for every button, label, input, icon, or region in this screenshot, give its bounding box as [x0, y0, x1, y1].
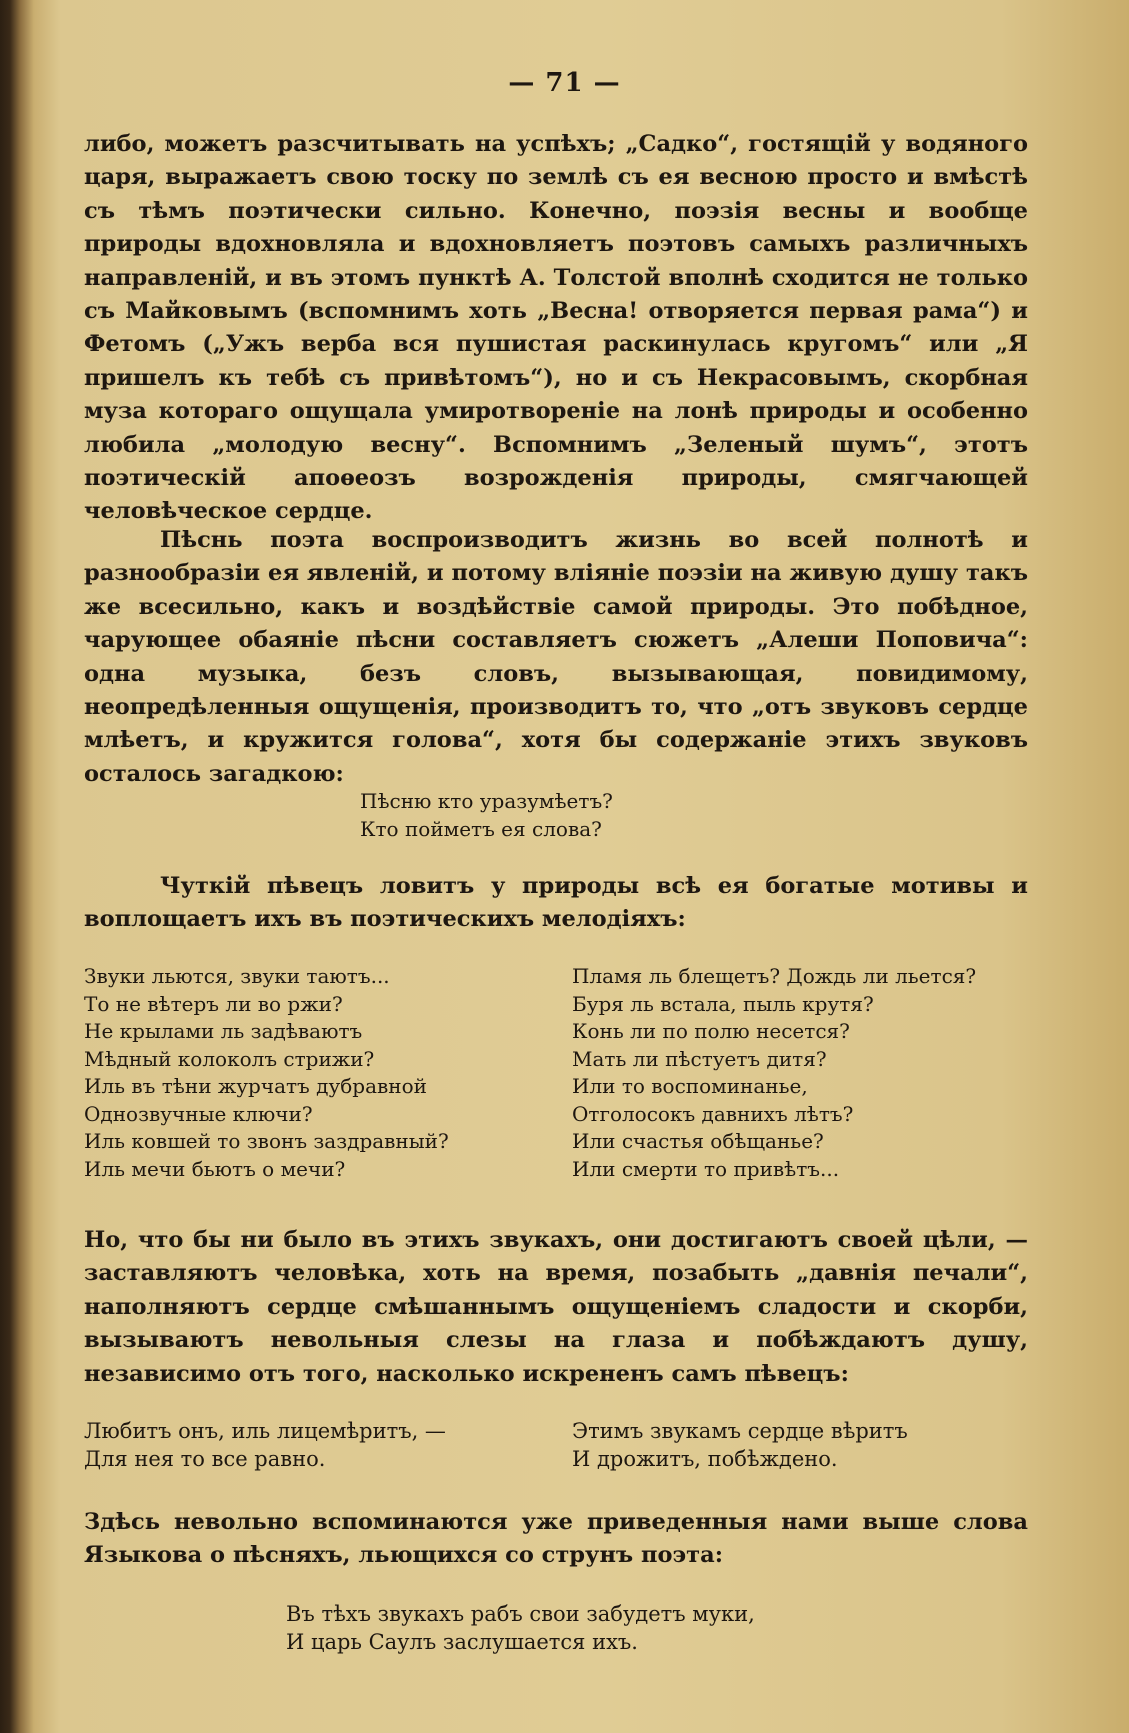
verse-line: Мѣдный колоколъ стрижи? [84, 1046, 375, 1071]
verse-3-right-column [572, 1418, 908, 1473]
paragraph-2-text: Пѣснь поэта воспроизводитъ жизнь во всей полнотѣ и разнообразіи ея явленій, и потому вліяніе поэзіи на живую душу такъ же всесильно, какъ и воздѣйствіе самой природы. Это побѣдное, чарующее обаяніе пѣсни составляетъ сюжетъ „Алеши Поповича“: одна музыка, безъ словъ, вызывающая, повидимому, неопредѣленныя ощущенія, производитъ то, что „отъ звуковъ сердце млѣетъ, и кружится голова“, хотя бы содержаніе этихъ звуковъ осталось загадкою: [84, 527, 1028, 787]
verse-line: Этимъ звукамъ сердце вѣритъ [572, 1419, 908, 1443]
paragraph-5 [84, 1506, 1028, 1573]
verse-3-left-column [84, 1418, 446, 1473]
paragraph-1-text: либо, можетъ разсчитывать на успѣхъ; „Садко“, гостящій у водяного царя, выражаетъ свою тоску по землѣ съ ея весною просто и вмѣстѣ съ тѣмъ поэтически сильно. Конечно, поэзія весны и вообще природы вдохновляла и вдохновляетъ поэтовъ самыхъ различныхъ направленій, и въ этомъ пунктѣ А. Толстой вполнѣ сходится не только съ Майковымъ (вспомнимъ хоть „Весна! отворяется первая рама“) и Фетомъ („Ужъ верба вся пушистая раскинулась кругомъ“ или „Я пришелъ къ тебѣ съ привѣтомъ“), но и съ Некрасовымъ, скорбная муза котораго ощущала умиротвореніе на лонѣ природы и особенно любила „молодую весну“. Вспомнимъ „Зеленый шумъ“, этотъ поэтическій апоѳеозъ возрожденія природы, смягчающей человѣческое сердце. [84, 131, 1028, 525]
page-number: — 71 — [508, 68, 621, 98]
verse-line: Иль въ тѣни журчатъ дубравной [84, 1074, 427, 1098]
verse-line: Иль мечи бьютъ о мечи? [84, 1156, 346, 1181]
paragraph-2 [84, 524, 1028, 791]
verse-line: Буря ль встала, пыль крутя? [572, 991, 874, 1016]
verse-line: Отголосокъ давнихъ лѣтъ? [572, 1101, 854, 1126]
verse-line: Любитъ онъ, иль лицемѣритъ, — [84, 1419, 446, 1443]
verse-line: И царь Саулъ заслушается ихъ. [286, 1629, 638, 1654]
verse-line: Или счастья обѣщанье? [572, 1129, 824, 1153]
verse-1 [360, 788, 613, 843]
paragraph-3-text: Чуткій пѣвецъ ловитъ у природы всѣ ея богатые мотивы и воплощаетъ ихъ въ поэтическихъ мелодіяхъ: [84, 873, 1028, 933]
paragraph-4-text: Но, что бы ни было въ этихъ звукахъ, они достигаютъ своей цѣли, — заставляютъ человѣка, хоть на время, позабыть „давнія печали“, наполняютъ сердце смѣшаннымъ ощущеніемъ сладости и скорби, вызываютъ невольныя слезы на глаза и побѣждаютъ душу, независимо отъ того, насколько искрененъ самъ пѣвецъ: [84, 1227, 1028, 1387]
paragraph-1 [84, 128, 1028, 529]
verse-line: Или то воспоминанье, [572, 1074, 808, 1098]
verse-line: То не вѣтеръ ли во ржи? [84, 991, 343, 1016]
paragraph-5-text: Здѣсь невольно вспоминаются уже приведенныя нами выше слова Языкова о пѣсняхъ, льющихся со струнъ поэта: [84, 1509, 1028, 1569]
verse-line: Для нея то все равно. [84, 1446, 326, 1471]
verse-line: Въ тѣхъ звукахъ рабъ свои забудетъ муки, [286, 1602, 755, 1626]
verse-2-left-column [84, 963, 449, 1183]
verse-line: Конь ли по полю несется? [572, 1019, 850, 1043]
verse-line: Пламя ль блещетъ? Дождь ли льется? [572, 964, 977, 988]
paragraph-4 [84, 1224, 1028, 1391]
verse-line: Или смерти то привѣтъ... [572, 1156, 840, 1181]
verse-line: Мать ли пѣстуетъ дитя? [572, 1046, 827, 1071]
verse-line: Не крылами ль задѣваютъ [84, 1019, 363, 1043]
verse-line: Однозвучные ключи? [84, 1101, 313, 1126]
verse-line: Звуки льются, звуки таютъ... [84, 964, 390, 988]
verse-line: Пѣсню кто уразумѣетъ? [360, 789, 613, 813]
verse-2-right-column [572, 963, 976, 1183]
verse-4 [286, 1601, 755, 1656]
verse-line: И дрожитъ, побѣждено. [572, 1446, 838, 1471]
verse-line: Кто пойметъ ея слова? [360, 816, 602, 841]
paragraph-3 [84, 870, 1028, 937]
verse-line: Иль ковшей то звонъ заздравный? [84, 1129, 449, 1153]
